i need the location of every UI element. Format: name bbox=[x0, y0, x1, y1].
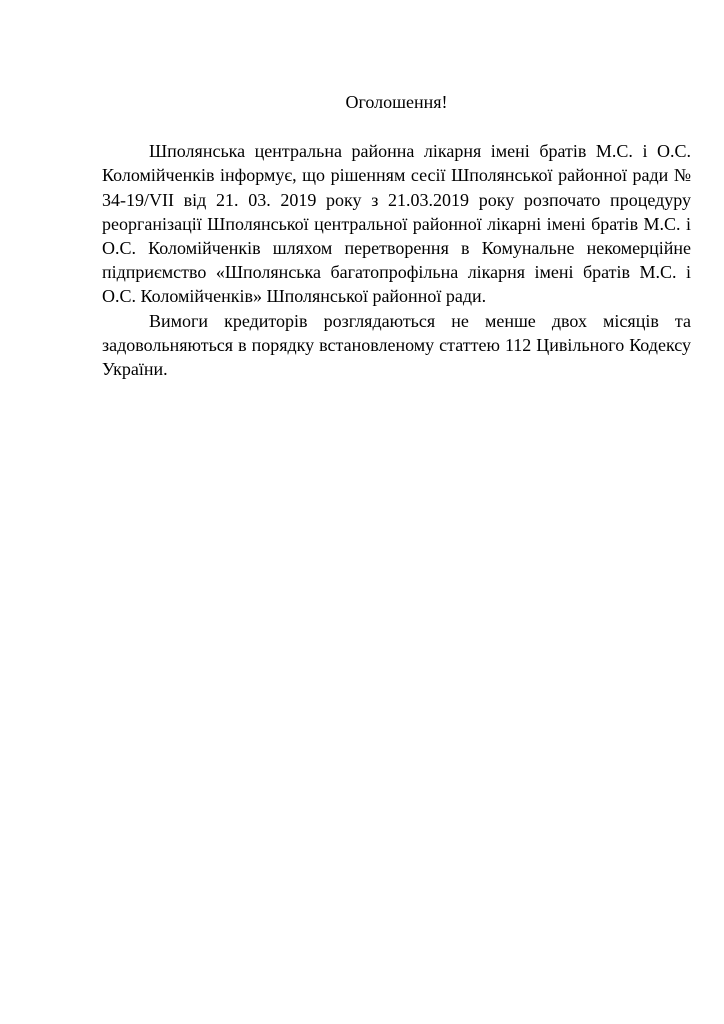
paragraph-creditor-claims: Вимоги кредиторів розглядаються не менше двох місяців та задовольняються в порядку встановленому статтею 112 Цивільного Кодексу України. bbox=[102, 310, 691, 380]
document-body bbox=[102, 90, 691, 381]
announcement-title: Оголошення! bbox=[345, 92, 448, 112]
paragraph-reorganization-notice: Шполянська центральна районна лікарня імені братів М.С. і О.С. Коломійченків інформує, що рішенням сесії Шполянської районної ради № 34-19/VII від 21. 03. 2019 року з 21.03.2019 року розпочато процедуру реорганізації Шполянської центральної районної лікарні імені братів М.С. і О.С. Коломійченків шляхом перетворення в Комунальне некомерційне підприємство «Шполянська багатопрофільна лікарня імені братів М.С. і О.С. Коломійченків» Шполянської районної ради. bbox=[102, 141, 691, 307]
